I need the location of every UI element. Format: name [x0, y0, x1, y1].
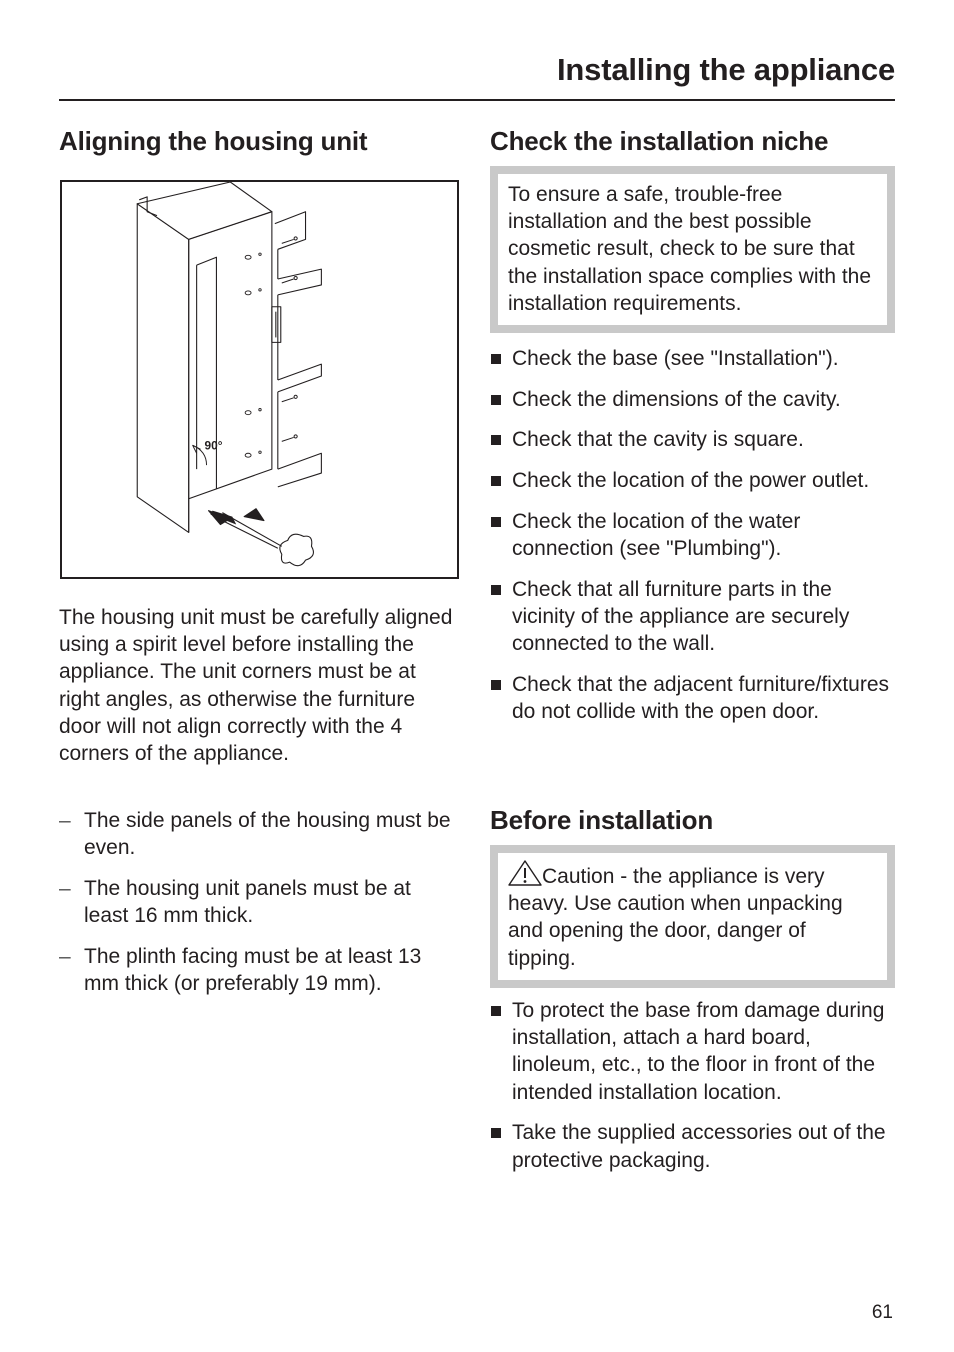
- list-item: [490, 345, 895, 372]
- list-item-text: Take the supplied accessories out of the protective packaging.: [512, 1121, 886, 1172]
- dash-marker: –: [59, 809, 71, 832]
- housing-unit-illustration: [60, 180, 459, 579]
- list-item: [59, 875, 461, 929]
- list-item-text: Check the dimensions of the cavity.: [512, 387, 841, 411]
- caution-note: [490, 845, 895, 988]
- housing-unit-drawing: [62, 182, 457, 577]
- list-item: [490, 426, 895, 453]
- square-bullet-icon: [491, 517, 501, 527]
- check-list: [490, 345, 895, 739]
- list-item: [490, 576, 895, 658]
- square-bullet-icon: [491, 1128, 501, 1138]
- list-item: [490, 467, 895, 494]
- square-bullet-icon: [491, 680, 501, 690]
- square-bullet-icon: [491, 435, 501, 445]
- note-text: To ensure a safe, trouble-free installation and the best possible cosmetic result, check to be sure that the installation space complies with the installation requirements.: [508, 183, 872, 315]
- list-item-text: The plinth facing must be at least 13 mm thick (or preferably 19 mm).: [84, 944, 422, 996]
- list-item-text: Check the base (see "Installation").: [512, 347, 839, 370]
- list-item-text: Check that the adjacent furniture/fixtures do not collide with the open door.: [512, 672, 890, 724]
- square-bullet-icon: [491, 476, 501, 486]
- list-item: [59, 807, 461, 861]
- list-item-text: Check the location of the water connection (see "Plumbing").: [512, 509, 801, 561]
- before-installation-heading: Before installation: [490, 805, 714, 835]
- list-item-text: The housing unit panels must be at least 16 mm thick.: [84, 876, 411, 928]
- housing-requirements-list: [59, 807, 461, 1011]
- caution-text: Caution - the appliance is very heavy. Use caution when unpacking and opening the door, danger of tipping.: [508, 865, 843, 970]
- before-installation-list: [490, 997, 895, 1187]
- page-number: 61: [871, 1302, 893, 1323]
- square-bullet-icon: [491, 395, 501, 405]
- page-header: [59, 50, 895, 101]
- list-item: [490, 671, 895, 725]
- dash-marker: –: [59, 876, 71, 900]
- dash-marker: –: [59, 944, 71, 968]
- list-item: [490, 508, 895, 562]
- page-title: Installing the appliance: [557, 52, 895, 87]
- list-item: [490, 1119, 895, 1173]
- list-item: [490, 386, 895, 413]
- alignment-body-text: The housing unit must be carefully aligned using a spirit level before installing the appliance. The unit corners must be at right angles, as otherwise the furniture door will not align correctly with the 4 corners of the appliance.: [59, 606, 453, 766]
- square-bullet-icon: [491, 354, 501, 364]
- list-item-text: Check that all furniture parts in the vicinity of the appliance are securely connected to the wall.: [512, 577, 850, 656]
- list-item: [59, 943, 461, 997]
- aligning-heading: Aligning the housing unit: [59, 126, 368, 156]
- list-item-text: Check that the cavity is square.: [512, 428, 804, 452]
- caution-text-block: [508, 860, 877, 972]
- warning-triangle-icon: [508, 860, 542, 886]
- check-niche-heading: Check the installation niche: [490, 126, 829, 156]
- list-item-text: Check the location of the power outlet.: [512, 469, 870, 493]
- angle-label: 90°: [204, 438, 223, 453]
- list-item: [490, 997, 895, 1106]
- square-bullet-icon: [491, 585, 501, 595]
- square-bullet-icon: [491, 1006, 501, 1016]
- list-item-text: The side panels of the housing must be even.: [84, 809, 451, 860]
- check-niche-note: [490, 166, 895, 333]
- list-item-text: To protect the base from damage during installation, attach a hard board, linoleum, etc., to the floor in front of the intended installation location.: [512, 999, 885, 1104]
